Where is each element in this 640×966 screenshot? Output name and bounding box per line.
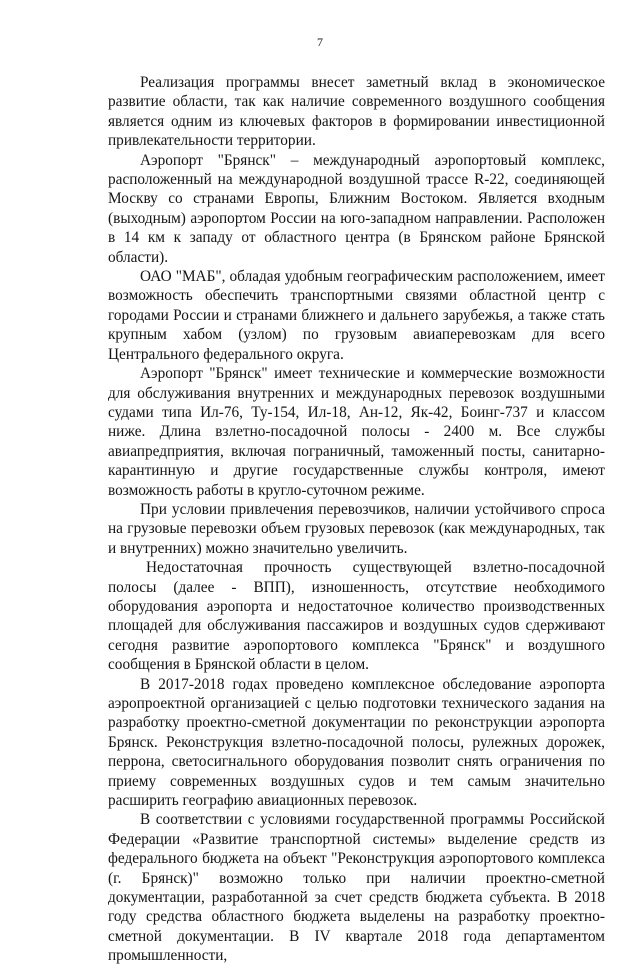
paragraph-technical-capabilities: Аэропорт "Брянск" имеет технические и коммерческие возможности для обслуживания внутренних и международных перевозок воздушными судами типа Ил-76, Ту-154, Ил-18, Ан-12, Як-42, Боинг-737 и классом ниже. Длина взлетно-посадочной полосы - 2400 м. Все службы авиапредприятия, включая пограничный, таможенный посты, санитарно-карантинную и другие государственные службы контроля, имеют возможность работы в кругло-суточном режиме. xyxy=(108,365,605,499)
paragraph-airport-overview: Аэропорт "Брянск" – международный аэропортовый комплекс, расположенный на международной воздушной трассе R-22, соединяющей Москву со странами Европы, Ближним Востоком. Является входным (выходным) аэропортом России на юго-западном направлении. Расположен в 14 км к западу от областного центра (в Брянском районе Брянской области). xyxy=(108,151,605,266)
paragraph-cargo-growth: При условии привлечения перевозчиков, наличии устойчивого спроса на грузовые перевозки объем грузовых перевозок (как международных, так и внутренних) можно значительно увеличить. xyxy=(108,500,605,557)
paragraph-mab-location: ОАО "МАБ", обладая удобным географическим расположением, имеет возможность обеспечить транспортными связями областной центр с городами России и странами ближнего и дальнего зарубежья, а также стать крупным хабом (узлом) по грузовым авиаперевозкам для всего Центрального федерального округа. xyxy=(108,268,605,363)
paragraph-federal-program: В соответствии с условиями государственной программы Российской Федерации «Развитие транспортной системы» выделение средств из федерального бюджета на объект "Реконструкция аэропортового комплекса (г. Брянск)" возможно только при наличии проектно-сметной документации, разработанной за счет средств бюджета субъекта. В 2018 году средства областного бюджета выделены на разработку проектно-сметной документации. В IV квартале 2018 года департаментом промышленности, xyxy=(108,811,605,965)
paragraph-economic-impact: Реализация программы внесет заметный вклад в экономическое развитие области, так как наличие современного воздушного сообщения является одним из ключевых факторов в формировании инвестиционной привлекательности территории. xyxy=(108,74,605,150)
paragraph-survey-2017-2018: В 2017-2018 годах проведено комплексное обследование аэропорта аэропроектной организацией с целью подготовки технического задания на разработку проектно-сметной документации по реконструкции аэропорта Брянск. Реконструкция взлетно-посадочной полосы, рулежных дорожек, перрона, светосигнального оборудования позволит снять ограничения по приему современных воздушных судов и тем самым значительно расширить географию авиационных перевозок. xyxy=(108,675,605,810)
paragraph-runway-problems: Недостаточная прочность существующей взлетно-посадочной полосы (далее - ВПП), изношенность, отсутствие необходимого оборудования аэропорта и недостаточное количество производственных площадей для обслуживания пассажиров и воздушных судов сдерживают сегодня развитие аэропортового комплекса "Брянск" и воздушного сообщения в Брянской области в целом. xyxy=(108,559,605,674)
document-body xyxy=(108,73,605,966)
page-number: 7 xyxy=(317,35,323,49)
